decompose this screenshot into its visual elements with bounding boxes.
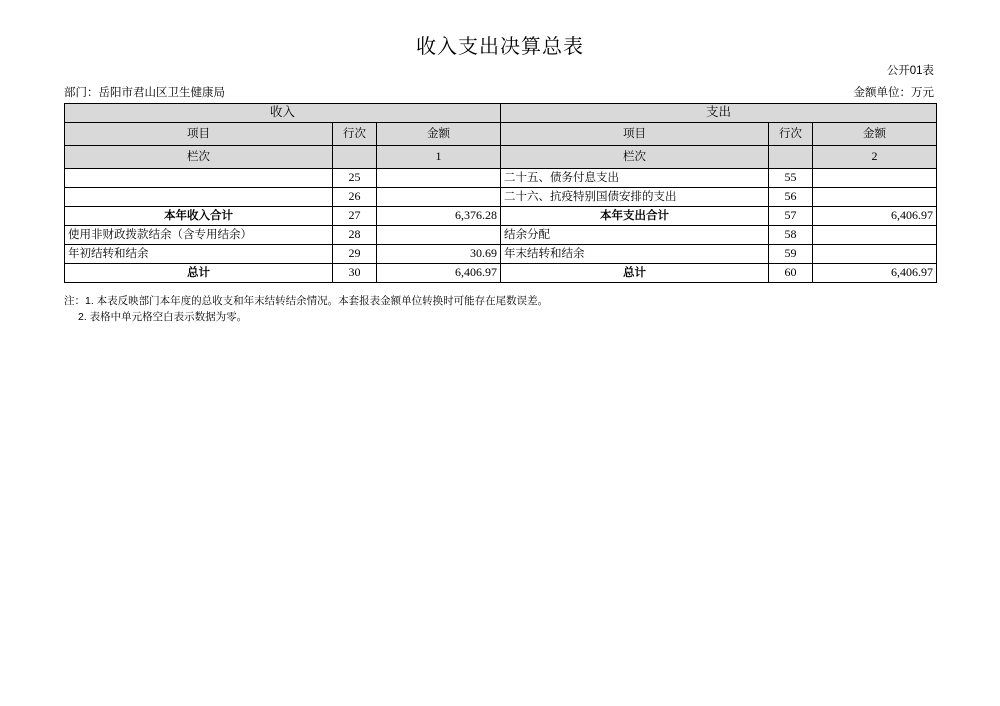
row-right-amount bbox=[813, 245, 937, 264]
row-left-number: 29 bbox=[333, 245, 377, 264]
row-right-number: 59 bbox=[769, 245, 813, 264]
row-right-number: 58 bbox=[769, 226, 813, 245]
row-left-item bbox=[65, 169, 333, 188]
table-header-colnum-row bbox=[65, 146, 937, 169]
header-expense-group: 支出 bbox=[501, 104, 937, 123]
note-line-1: 注：1. 本表反映部门本年度的总收支和年末结转结余情况。本套报表金额单位转换时可能存在尾数误差。 bbox=[64, 295, 549, 307]
page-title: 收入支出决算总表 bbox=[416, 36, 584, 58]
header-expense-collabel: 栏次 bbox=[501, 146, 769, 169]
form-code: 公开01表 bbox=[886, 65, 934, 77]
row-right-number: 60 bbox=[769, 264, 813, 283]
row-right-amount: 6,406.97 bbox=[813, 264, 937, 283]
row-left-number: 30 bbox=[333, 264, 377, 283]
header-expense-item: 项目 bbox=[501, 123, 769, 146]
header-income-colnum: 1 bbox=[377, 146, 501, 169]
department-line: 部门：岳阳市君山区卫生健康局 bbox=[64, 87, 225, 99]
header-expense-collabel-blank bbox=[769, 146, 813, 169]
header-income-collabel-blank bbox=[333, 146, 377, 169]
row-right-item: 二十六、抗疫特别国债安排的支出 bbox=[501, 188, 769, 207]
header-income-collabel: 栏次 bbox=[65, 146, 333, 169]
table-row bbox=[65, 264, 937, 283]
row-left-number: 28 bbox=[333, 226, 377, 245]
table-notes bbox=[64, 293, 548, 326]
header-income-amount: 金额 bbox=[377, 123, 501, 146]
header-expense-rowno: 行次 bbox=[769, 123, 813, 146]
row-right-amount bbox=[813, 188, 937, 207]
table-header-group-row bbox=[65, 104, 937, 123]
row-right-item: 二十五、债务付息支出 bbox=[501, 169, 769, 188]
row-right-item: 结余分配 bbox=[501, 226, 769, 245]
budget-table bbox=[64, 103, 937, 283]
row-left-item bbox=[65, 188, 333, 207]
row-left-amount bbox=[377, 169, 501, 188]
row-left-amount bbox=[377, 226, 501, 245]
row-left-number: 27 bbox=[333, 207, 377, 226]
row-left-amount: 6,406.97 bbox=[377, 264, 501, 283]
row-right-amount: 6,406.97 bbox=[813, 207, 937, 226]
row-right-number: 57 bbox=[769, 207, 813, 226]
note-line-2: 2. 表格中单元格空白表示数据为零。 bbox=[78, 311, 248, 324]
header-income-item: 项目 bbox=[65, 123, 333, 146]
row-right-item: 年末结转和结余 bbox=[501, 245, 769, 264]
header-expense-colnum: 2 bbox=[813, 146, 937, 169]
row-left-amount bbox=[377, 188, 501, 207]
row-left-amount: 30.69 bbox=[377, 245, 501, 264]
row-left-item: 本年收入合计 bbox=[65, 207, 333, 226]
row-right-amount bbox=[813, 226, 937, 245]
row-right-number: 55 bbox=[769, 169, 813, 188]
row-right-item: 本年支出合计 bbox=[501, 207, 769, 226]
table-row bbox=[65, 207, 937, 226]
row-right-number: 56 bbox=[769, 188, 813, 207]
row-left-amount: 6,376.28 bbox=[377, 207, 501, 226]
row-left-number: 26 bbox=[333, 188, 377, 207]
header-expense-amount: 金额 bbox=[813, 123, 937, 146]
header-income-rowno: 行次 bbox=[333, 123, 377, 146]
header-income-group: 收入 bbox=[65, 104, 501, 123]
table-row bbox=[65, 245, 937, 264]
row-left-item: 年初结转和结余 bbox=[65, 245, 333, 264]
row-left-item: 总计 bbox=[65, 264, 333, 283]
row-left-item: 使用非财政拨款结余（含专用结余） bbox=[65, 226, 333, 245]
table-header-col-row bbox=[65, 123, 937, 146]
row-right-amount bbox=[813, 169, 937, 188]
row-right-item: 总计 bbox=[501, 264, 769, 283]
table-row bbox=[65, 169, 937, 188]
table-row bbox=[65, 226, 937, 245]
table-row bbox=[65, 188, 937, 207]
row-left-number: 25 bbox=[333, 169, 377, 188]
amount-unit-line: 金额单位：万元 bbox=[853, 87, 934, 99]
